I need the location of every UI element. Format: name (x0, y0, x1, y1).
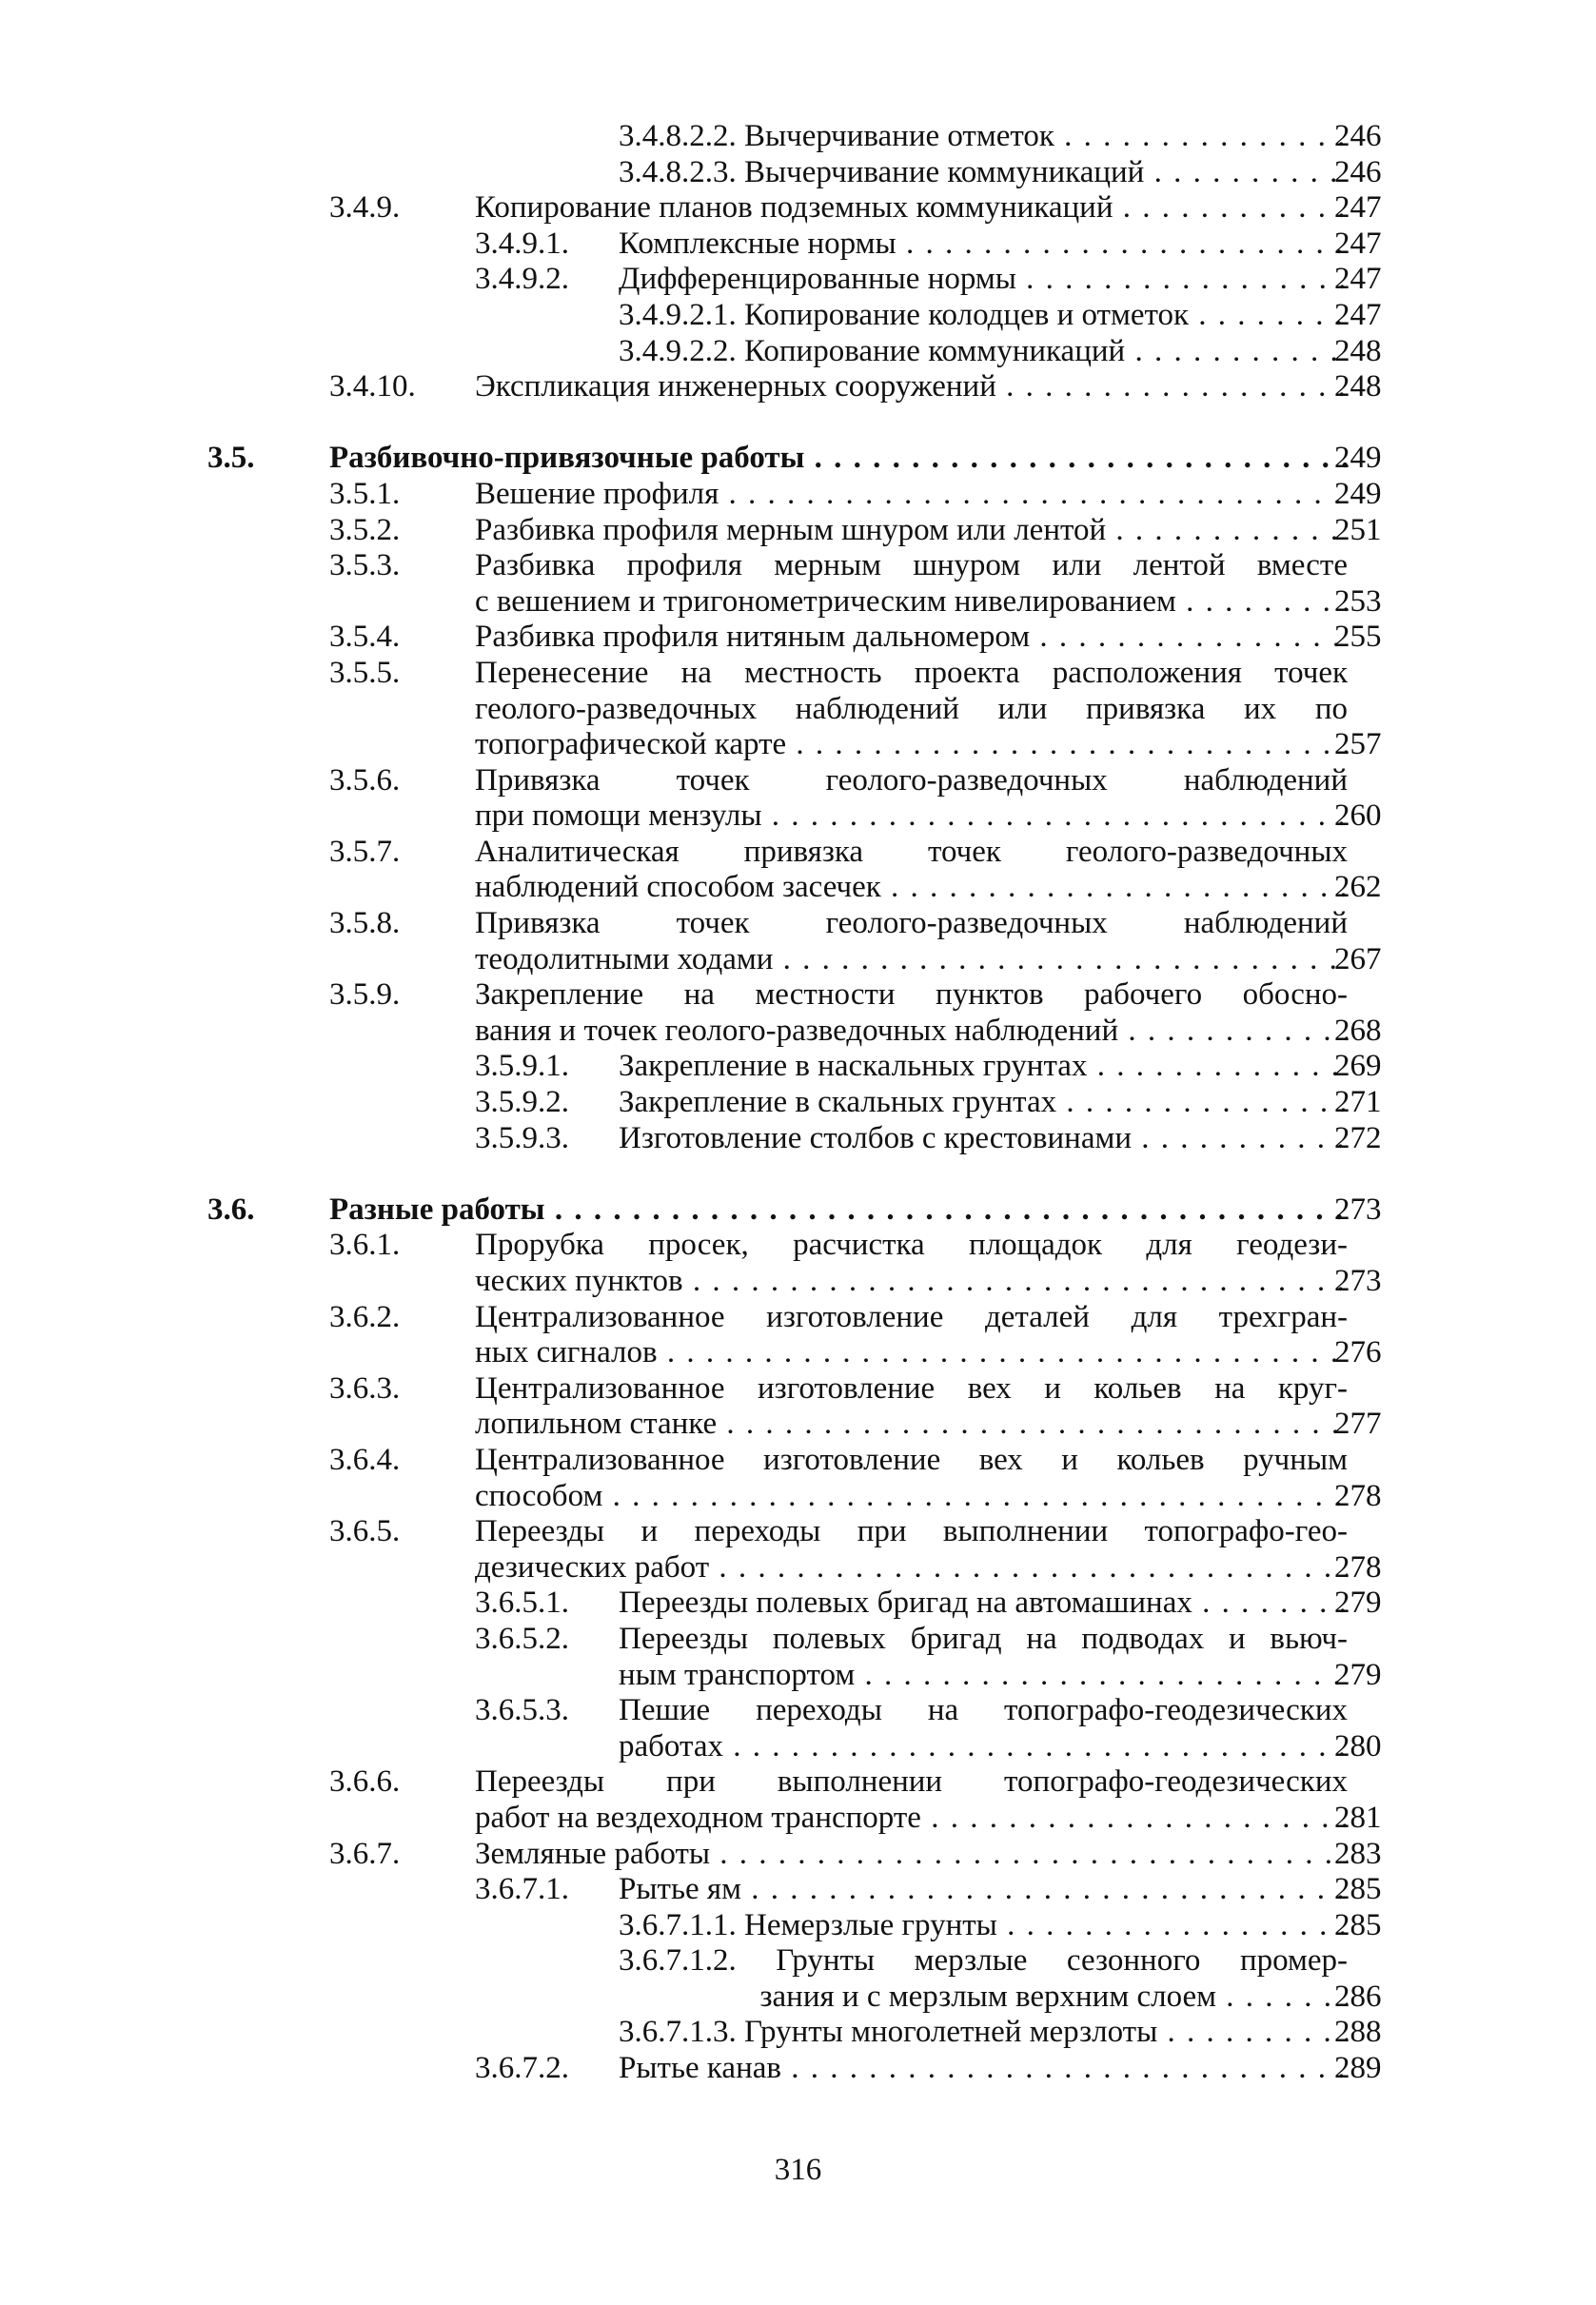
toc-entry (0, 1908, 1596, 1944)
toc-entry-title: с вешением и тригонометрическим нивелированием . . . (475, 584, 1348, 621)
toc-entry-continuation (0, 942, 1596, 978)
toc-entry (0, 1443, 1596, 1479)
toc-entry-title: 3.4.9.2.1. Копирование колодцев и отметок . . . (619, 298, 1348, 334)
toc-entry-continuation (0, 584, 1596, 621)
toc-entry-title: Разбивка профиля мерным шнуром или лентой . . . (475, 513, 1348, 549)
toc-entry-title: Рытье ям . . . (619, 1872, 1348, 1908)
toc-entry-title: 3.4.8.2.2. Вычерчивание отметок . . . (619, 119, 1348, 155)
toc-entry-title: Переезды полевых бригад на автомашинах . . . (619, 1586, 1348, 1622)
toc-entry-page: 280 (1334, 1728, 1382, 1763)
toc-entry (0, 1300, 1596, 1336)
toc-entry (0, 1371, 1596, 1408)
toc-entry-title: Централизованное изготовление вех и кольев ручным (475, 1442, 1348, 1477)
page-number: 316 (774, 2153, 822, 2187)
toc-entry-continuation (0, 1407, 1596, 1443)
toc-entry (0, 835, 1596, 871)
toc-entry-continuation (0, 692, 1596, 728)
toc-entry (0, 1837, 1596, 1873)
toc-entry-title: Перенесение на местность проекта расположения точек (475, 655, 1348, 690)
toc-entry (0, 906, 1596, 942)
toc-entry-title: Разные работы . . . (329, 1192, 1348, 1229)
toc-entry (0, 119, 1596, 155)
toc-entry-title: при помощи мензулы . . . (475, 798, 1348, 835)
toc-entry-page: 262 (1334, 870, 1382, 905)
toc-entry-page: 255 (1334, 620, 1382, 655)
toc-entry-title: работ на вездеходном транспорте . . . (475, 1801, 1348, 1837)
toc-entry-title: лопильном станке . . . (475, 1407, 1348, 1443)
toc-entry-title: зания и с мерзлым верхним слоем . . . (619, 1980, 1348, 2016)
toc-entry-number: 3.6.7. (329, 1836, 401, 1871)
toc-entry-number: 3.5.2. (329, 512, 401, 547)
table-of-contents (0, 119, 1596, 2087)
toc-entry-page: 269 (1334, 1049, 1382, 1084)
toc-entry-page: 253 (1334, 583, 1382, 619)
toc-entry (0, 1586, 1596, 1622)
toc-entry-title: Привязка точек геолого-разведочных наблюдений (475, 906, 1348, 941)
toc-entry-page: 249 (1334, 476, 1382, 511)
toc-entry (0, 1693, 1596, 1729)
toc-entry-page: 279 (1334, 1657, 1382, 1692)
toc-entry (0, 1192, 1596, 1229)
toc-entry-title: Переезды и переходы при выполнении топографо-гео- (475, 1514, 1348, 1549)
toc-entry-continuation (0, 870, 1596, 906)
toc-entry-page: 247 (1334, 226, 1382, 261)
toc-entry-page: 251 (1334, 512, 1382, 547)
toc-entry (0, 1943, 1596, 1980)
toc-entry-number: 3.6.7.2. (475, 2051, 569, 2086)
toc-entry-title: Переезды полевых бригад на подводах и вьюч- (619, 1621, 1348, 1656)
toc-entry-title: топографической карте . . . (475, 727, 1348, 763)
toc-entry (0, 334, 1596, 370)
toc-entry-title: ческих пунктов . . . (475, 1264, 1348, 1300)
toc-entry-title: Рытье канав . . . (619, 2051, 1348, 2087)
toc-entry-number: 3.4.9.1. (475, 226, 569, 261)
toc-entry-title: Экспликация инженерных сооружений . . . (475, 369, 1348, 405)
toc-entry-title: Копирование планов подземных коммуникаций . . . (475, 190, 1348, 227)
toc-entry (0, 227, 1596, 263)
toc-entry-title: Аналитическая привязка точек геолого-разведочных (475, 834, 1348, 869)
toc-entry-continuation (0, 1801, 1596, 1837)
toc-entry-page: 248 (1334, 369, 1382, 404)
toc-entry-number: 3.5.9.1. (475, 1049, 569, 1084)
toc-entry-continuation (0, 1479, 1596, 1515)
toc-entry-page: 249 (1334, 441, 1382, 476)
toc-entry-title: Централизованное изготовление деталей для трехгран- (475, 1299, 1348, 1334)
toc-entry-title: Централизованное изготовление вех и кольев на круг- (475, 1370, 1348, 1406)
toc-entry-page: 246 (1334, 119, 1382, 153)
toc-entry-number: 3.5.9. (329, 977, 401, 1013)
toc-entry-page: 286 (1334, 1979, 1382, 2014)
toc-entry-page: 271 (1334, 1085, 1382, 1120)
toc-entry-page: 247 (1334, 262, 1382, 297)
toc-entry (0, 656, 1596, 692)
toc-entry-number: 3.5.4. (329, 620, 401, 655)
toc-entry-continuation (0, 798, 1596, 835)
toc-entry-number: 3.5.7. (329, 834, 401, 869)
toc-entry (0, 441, 1596, 477)
toc-entry (0, 763, 1596, 799)
toc-entry-title: Комплексные нормы . . . (619, 227, 1348, 263)
toc-entry-continuation (0, 1264, 1596, 1300)
toc-entry-title: способом . . . (475, 1479, 1348, 1515)
toc-entry-title: Изготовление столбов с крестовинами . . . (619, 1121, 1348, 1157)
toc-entry-page: 257 (1334, 727, 1382, 762)
toc-entry (0, 1049, 1596, 1085)
toc-entry-page: 276 (1334, 1335, 1382, 1370)
toc-entry-page: 277 (1334, 1407, 1382, 1442)
toc-entry-page: 267 (1334, 941, 1382, 976)
toc-entry-number: 3.4.10. (329, 369, 416, 404)
toc-entry-title: Переезды при выполнении топографо-геодезических (475, 1764, 1348, 1800)
toc-entry-page: 248 (1334, 333, 1382, 368)
toc-entry-page: 285 (1334, 1872, 1382, 1907)
toc-entry-number: 3.6.6. (329, 1764, 401, 1800)
toc-entry-page: 273 (1334, 1264, 1382, 1298)
toc-entry-number: 3.6.1. (329, 1228, 401, 1263)
toc-entry (0, 620, 1596, 656)
toc-entry-title: Привязка точек геолого-разведочных наблюдений (475, 762, 1348, 798)
toc-entry-title: работах . . . (619, 1729, 1348, 1765)
toc-entry (0, 262, 1596, 298)
toc-entry-title: наблюдений способом засечек . . . (475, 870, 1348, 906)
toc-entry-page: 288 (1334, 2015, 1382, 2050)
toc-entry-number: 3.5.5. (329, 655, 401, 690)
toc-entry (0, 155, 1596, 191)
toc-entry (0, 1622, 1596, 1658)
toc-entry (0, 548, 1596, 584)
toc-entry (0, 190, 1596, 227)
toc-entry-page: 260 (1334, 798, 1382, 834)
toc-entry-title: дезических работ . . . (475, 1550, 1348, 1586)
toc-entry-title: геолого-разведочных наблюдений или привязка их по (475, 691, 1348, 726)
toc-entry-title: вания и точек геолого-разведочных наблюдений . . . (475, 1014, 1348, 1050)
toc-entry-continuation (0, 1014, 1596, 1050)
toc-entry-continuation (0, 1729, 1596, 1765)
toc-entry-number: 3.6.7.1. (475, 1872, 569, 1907)
toc-entry (0, 369, 1596, 405)
toc-entry-number: 3.5.1. (329, 476, 401, 511)
toc-entry-title: теодолитными ходами . . . (475, 942, 1348, 978)
toc-entry-page: 273 (1334, 1192, 1382, 1227)
toc-entry-title: Разбивка профиля нитяным дальномером . . . (475, 620, 1348, 656)
toc-entry-continuation (0, 727, 1596, 763)
toc-entry-number: 3.5.6. (329, 762, 401, 798)
toc-entry-number: 3.6.2. (329, 1299, 401, 1334)
toc-entry (0, 977, 1596, 1014)
toc-entry-number: 3.4.9. (329, 190, 401, 226)
toc-entry-title: Закрепление в скальных грунтах . . . (619, 1085, 1348, 1121)
toc-entry (0, 1764, 1596, 1801)
toc-entry-title: Вешение профиля . . . (475, 477, 1348, 513)
toc-entry (0, 1228, 1596, 1264)
toc-entry-number: 3.5.3. (329, 548, 401, 583)
toc-entry-title: 3.4.9.2.2. Копирование коммуникаций . . . (619, 334, 1348, 370)
toc-entry-title: Дифференцированные нормы . . . (619, 262, 1348, 298)
toc-entry-title: Земляные работы . . . (475, 1837, 1348, 1873)
toc-entry-title: Закрепление в наскальных грунтах . . . (619, 1049, 1348, 1085)
toc-entry-number: 3.5.9.2. (475, 1085, 569, 1120)
toc-entry-number: 3.5.8. (329, 906, 401, 941)
toc-entry (0, 2051, 1596, 2087)
toc-entry-continuation (0, 1658, 1596, 1694)
toc-entry (0, 1085, 1596, 1121)
toc-entry-title: Разбивка профиля мерным шнуром или лентой вместе (475, 548, 1348, 583)
toc-entry-page: 283 (1334, 1836, 1382, 1871)
toc-entry (0, 1121, 1596, 1157)
toc-entry-number: 3.6.4. (329, 1442, 401, 1477)
toc-entry-number: 3.6.3. (329, 1370, 401, 1406)
toc-entry (0, 1514, 1596, 1550)
toc-entry-title: 3.6.7.1.2. Грунты мерзлые сезонного промер- (619, 1943, 1348, 1979)
toc-entry-title: ным транспортом . . . (619, 1658, 1348, 1694)
toc-entry-title: Пешие переходы на топографо-геодезических (619, 1693, 1348, 1728)
toc-entry-number: 3.6.5. (329, 1514, 401, 1549)
toc-entry-page: 268 (1334, 1013, 1382, 1048)
toc-entry-continuation (0, 1980, 1596, 2016)
toc-entry (0, 513, 1596, 549)
toc-entry-title: 3.6.7.1.3. Грунты многолетней мерзлоты . . . (619, 2015, 1348, 2051)
toc-entry-title: Разбивочно-привязочные работы . . . (329, 441, 1348, 477)
toc-entry-page: 279 (1334, 1586, 1382, 1621)
toc-entry-number: 3.5. (207, 441, 255, 476)
toc-entry-page: 278 (1334, 1478, 1382, 1513)
toc-entry-number: 3.6. (207, 1192, 255, 1227)
toc-entry-page: 272 (1334, 1120, 1382, 1155)
toc-entry (0, 477, 1596, 513)
toc-entry (0, 1872, 1596, 1908)
toc-entry-number: 3.5.9.3. (475, 1120, 569, 1155)
toc-entry-number: 3.6.5.2. (475, 1621, 569, 1656)
toc-entry-title: ных сигналов . . . (475, 1335, 1348, 1371)
toc-entry-continuation (0, 1550, 1596, 1586)
toc-entry-title: Прорубка просек, расчистка площадок для геодези- (475, 1228, 1348, 1263)
toc-entry-number: 3.4.9.2. (475, 262, 569, 297)
toc-entry-title: Закрепление на местности пунктов рабочего обосно- (475, 977, 1348, 1013)
toc-entry-page: 278 (1334, 1549, 1382, 1585)
toc-entry-page: 246 (1334, 154, 1382, 189)
toc-entry (0, 298, 1596, 334)
toc-entry (0, 2015, 1596, 2051)
toc-entry-page: 247 (1334, 190, 1382, 226)
toc-entry-page: 285 (1334, 1907, 1382, 1942)
toc-entry-number: 3.6.5.3. (475, 1693, 569, 1728)
toc-entry-title: 3.6.7.1.1. Немерзлые грунты . . . (619, 1908, 1348, 1944)
toc-entry-continuation (0, 1335, 1596, 1371)
toc-entry-number: 3.6.5.1. (475, 1586, 569, 1621)
toc-entry-title: 3.4.8.2.3. Вычерчивание коммуникаций . . . (619, 155, 1348, 191)
toc-entry-page: 281 (1334, 1800, 1382, 1835)
toc-entry-page: 247 (1334, 297, 1382, 332)
toc-entry-page: 289 (1334, 2051, 1382, 2086)
